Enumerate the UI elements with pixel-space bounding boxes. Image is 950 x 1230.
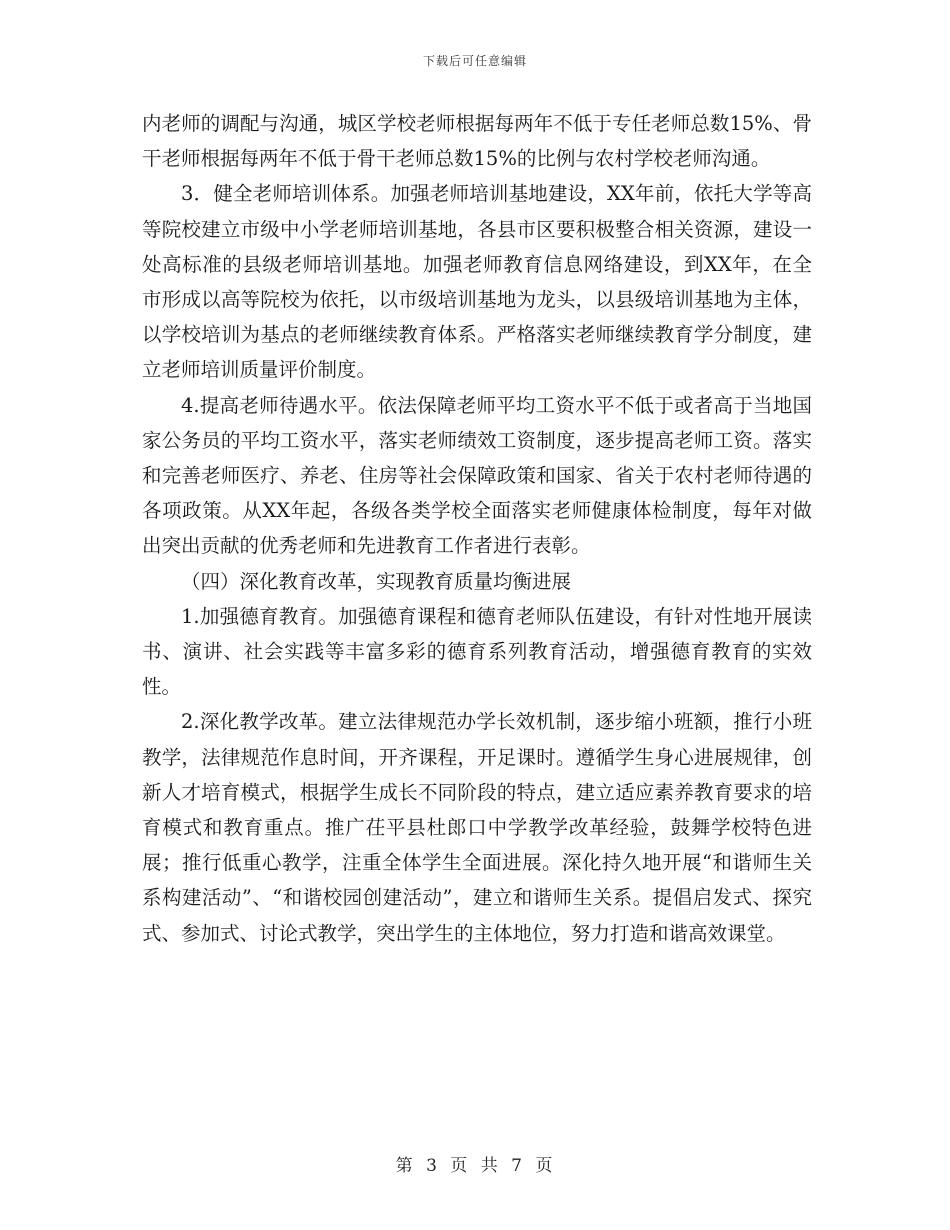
- section-heading-education-reform: （四）深化教育改革，实现教育质量均衡进展: [181, 569, 572, 593]
- page-number-footer: 第 3 页 共 7 页: [395, 1156, 555, 1176]
- paragraph-teacher-exchange: 内老师的调配与沟通，城区学校老师根据每两年不低于专任老师总数15%、骨干老师根据每两年不低于骨干老师总数15%的比例与农村学校老师沟通。: [142, 112, 812, 171]
- paragraph-moral-education: 1.加强德育教育。加强德育课程和德育老师队伍建设，有针对性地开展读书、演讲、社会实践等丰富多彩的德育系列教育活动，增强德育教育的实效性。: [142, 604, 812, 699]
- page-header-note: 下载后可任意编辑: [422, 54, 527, 68]
- paragraph-teaching-reform: 2.深化教学改革。建立法律规范办学长效机制，逐步缩小班额，推行小班教学，法律规范作息时间，开齐课程，开足课时。遵循学生身心进展规律，创新人才培育模式，根据学生成长不同阶段的特点，建立适应素养教育要求的培育模式和教育重点。推广茌平县杜郎口中学教学改革经验，鼓舞学校特色进展；推行低重心教学，注重全体学生全面进展。深化持久地开展“和谐师生关系构建活动”、“和谐校园创建活动”，建立和谐师生关系。提倡启发式、探究式、参加式、讨论式教学，突出学生的主体地位，努力打造和谐高效课堂。: [142, 710, 812, 945]
- document-body: [142, 106, 812, 951]
- paragraph-teacher-training: 3．健全老师培训体系。加强老师培训基地建设，XX年前，依托大学等高等院校建立市级中小学老师培训基地，各县市区要积极整合相关资源，建设一处高标准的县级老师培训基地。加强老师教育信息网络建设，到XX年，在全市形成以高等院校为依托，以市级培训基地为龙头，以县级培训基地为主体，以学校培训为基点的老师继续教育体系。严格落实老师继续教育学分制度，建立老师培训质量评价制度。: [142, 182, 812, 382]
- paragraph-teacher-pay: 4.提高老师待遇水平。依法保障老师平均工资水平不低于或者高于当地国家公务员的平均工资水平，落实老师绩效工资制度，逐步提高老师工资。落实和完善老师医疗、养老、住房等社会保障政策和国家、省关于农村老师待遇的各项政策。从XX年起，各级各类学校全面落实老师健康体检制度，每年对做出突出贡献的优秀老师和先进教育工作者进行表彰。: [142, 393, 812, 558]
